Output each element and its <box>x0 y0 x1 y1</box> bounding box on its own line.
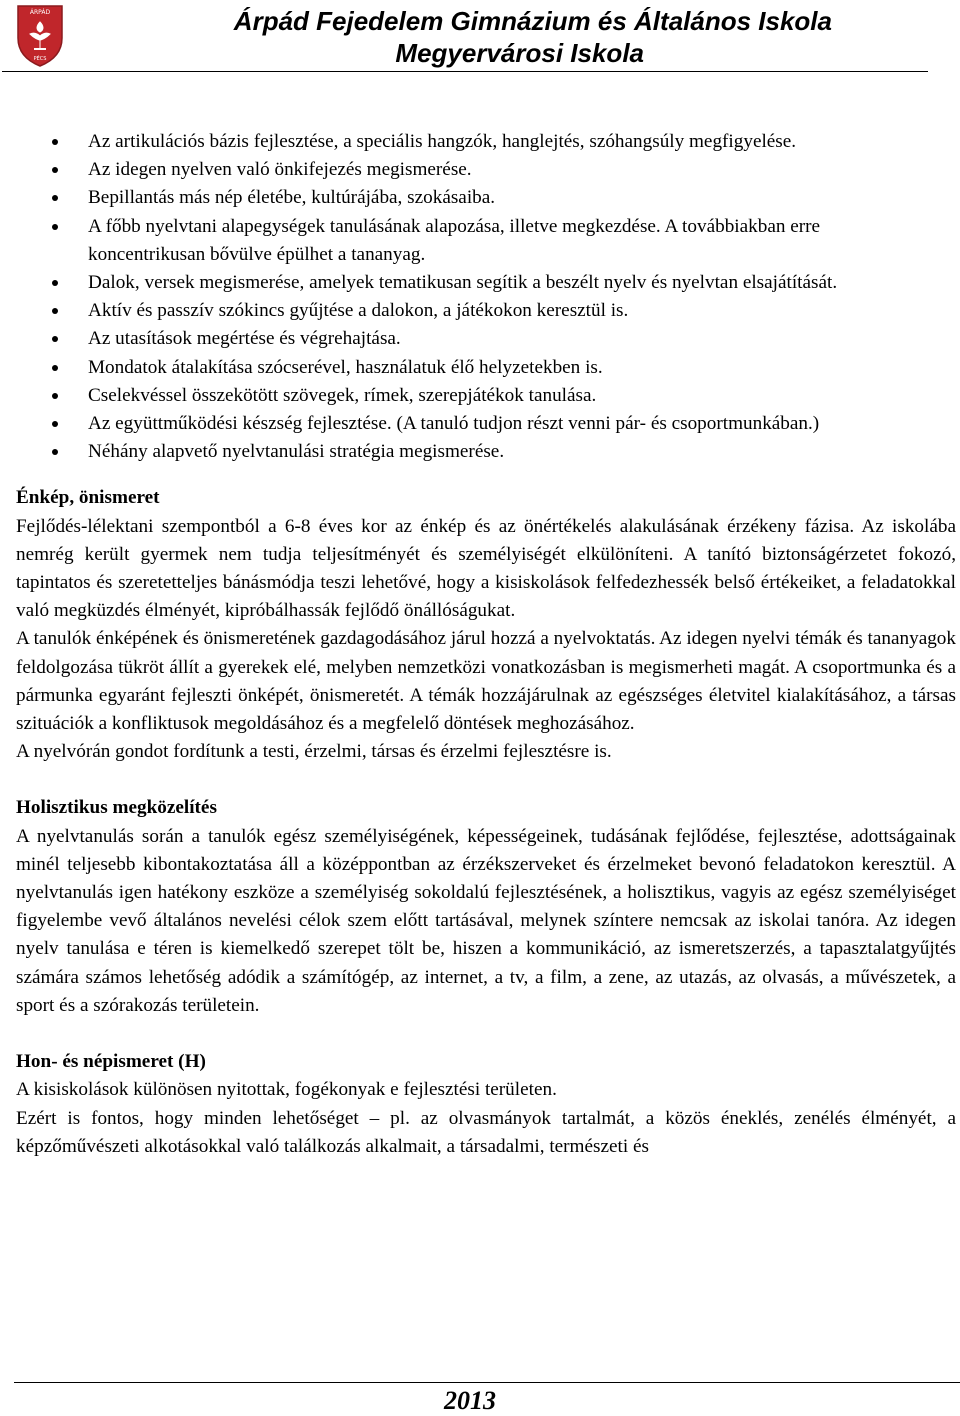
bullet-icon <box>52 167 58 173</box>
footer-divider <box>14 1382 960 1383</box>
paragraph: A tanulók énképének és önismeretének gazdagodásához járul hozzá a nyelvoktatás. Az idegen nyelvi témák és tananyagok feldolgozása tükröt állít a gyerekek elé, melyben nemzetközi vonatkozásban is megismerheti magát. A csoportmunka és a pármunka egyaránt fejleszti önképét, önismeretét. A témák hozzájárulnak az egészséges életvitel kialakításához, a társas szituációk a konfliktusok megoldásához és a megfelelő döntések meghozásához. <box>16 628 956 735</box>
goals-bullet-list <box>16 128 956 466</box>
bullet-icon <box>52 139 58 145</box>
bullet-icon <box>52 393 58 399</box>
school-subtitle: Megyervárosi Iskola <box>395 38 644 68</box>
paragraph: A nyelvtanulás során a tanulók egész személyiségének, képességeinek, tudásának fejlődése, fejlesztése, adottságainak minél teljesebb kibontakoztatása áll a középpontban az érzékszerveket és érzelmeket bevonó feladatokon keresztül. A nyelvtanulás igen hatékony eszköze a személyiség sokoldalú fejlesztésének, a holisztikus, vagyis az egész személyiséget figyelembe vevő általános nevelési célok szem előtt tartásával, melynek színtere nemcsak az iskolai tanóra. Az idegen nyelv tanulása e téren is kiemelkedő szerepet tölt be, hiszen a kommunikáció, az ismeretszerzés, a tapasztalatgyűjtés számára számos lehetőség adódik a számítógép, az internet, a tv, a film, a zene, az utazás, az olvasás, a művészetek, a sport és a szórakozás területein. <box>16 825 956 1016</box>
spacer <box>16 1020 956 1048</box>
list-item: Az idegen nyelven való önkifejezés megismerése. <box>16 156 928 184</box>
svg-text:PÉCS: PÉCS <box>33 56 47 62</box>
spacer <box>16 766 956 794</box>
list-item: Az együttműködési készség fejlesztése. (A tanuló tudjon részt venni pár- és csoportmunkában.) <box>16 410 928 438</box>
section-title-hon: Hon- és népismeret (H) <box>16 1051 206 1073</box>
bullet-icon <box>52 421 58 427</box>
bullet-icon <box>52 224 58 230</box>
document-body <box>16 128 956 1161</box>
list-item: Aktív és passzív szókincs gyűjtése a dalokon, a játékokon keresztül is. <box>16 297 928 325</box>
school-crest-logo <box>16 4 64 68</box>
bullet-icon <box>52 365 58 371</box>
footer-year: 2013 <box>444 1386 496 1415</box>
list-item: Az artikulációs bázis fejlesztése, a speciális hangzók, hanglejtés, szóhangsúly megfigyelése. <box>16 128 928 156</box>
paragraph: Ezért is fontos, hogy minden lehetőséget – pl. az olvasmányok tartalmát, a közös éneklés, zenélés élményét, a képzőművészeti alkotásokkal való találkozás alkalmait, a társadalmi, természeti és <box>16 1107 956 1157</box>
list-item: A főbb nyelvtani alapegységek tanulásának alapozása, illetve megkezdése. A továbbiakban erre koncentrikusan bővülve épülhet a tananyag. <box>16 213 928 269</box>
section-title-holisztikus: Holisztikus megközelítés <box>16 797 217 819</box>
list-item: Dalok, versek megismerése, amelyek tematikusan segítik a beszélt nyelv és nyelvtan elsajátítását. <box>16 269 928 297</box>
bullet-icon <box>52 308 58 314</box>
paragraph: Fejlődés-lélektani szempontból a 6-8 éves kor az énkép és az önértékelés alakulásának érzékeny fázisa. Az iskolába nemrég került gyermek nem tudja teljesítményét és személyiségét elkülöníteni. A tanító biztonságérzetet fokozó, tapintatos és szeretetteljes bánásmódja teszi lehetővé, hogy a kisiskolások felfedezhessék belső értékeiket, a feladatokkal való megküzdés élményét, kipróbálhassák fejlődő önállóságukat. <box>16 515 956 622</box>
list-item: Bepillantás más nép életébe, kultúrájába, szokásaiba. <box>16 184 928 212</box>
bullet-icon <box>52 280 58 286</box>
list-item: Cselekvéssel összekötött szövegek, rímek, szerepjátékok tanulása. <box>16 382 928 410</box>
page-header <box>0 0 960 72</box>
list-item: Néhány alapvető nyelvtanulási stratégia megismerése. <box>16 438 928 466</box>
school-name: Árpád Fejedelem Gimnázium és Általános Iskola <box>233 6 832 36</box>
list-item: Mondatok átalakítása szócserével, használatuk élő helyzetekben is. <box>16 354 928 382</box>
svg-text:ÁRPÁD: ÁRPÁD <box>29 9 51 16</box>
paragraph: A kisiskolások különösen nyitottak, fogékonyak e fejlesztési területen. <box>16 1079 557 1101</box>
bullet-icon <box>52 449 58 455</box>
list-item: Az utasítások megértése és végrehajtása. <box>16 325 928 353</box>
section-title-enkep: Énkép, önismeret <box>16 487 160 509</box>
spacer <box>16 466 956 484</box>
header-divider <box>2 71 928 72</box>
bullet-icon <box>52 336 58 342</box>
bullet-icon <box>52 195 58 201</box>
paragraph: A nyelvórán gondot fordítunk a testi, érzelmi, társas és érzelmi fejlesztésre is. <box>16 741 612 763</box>
